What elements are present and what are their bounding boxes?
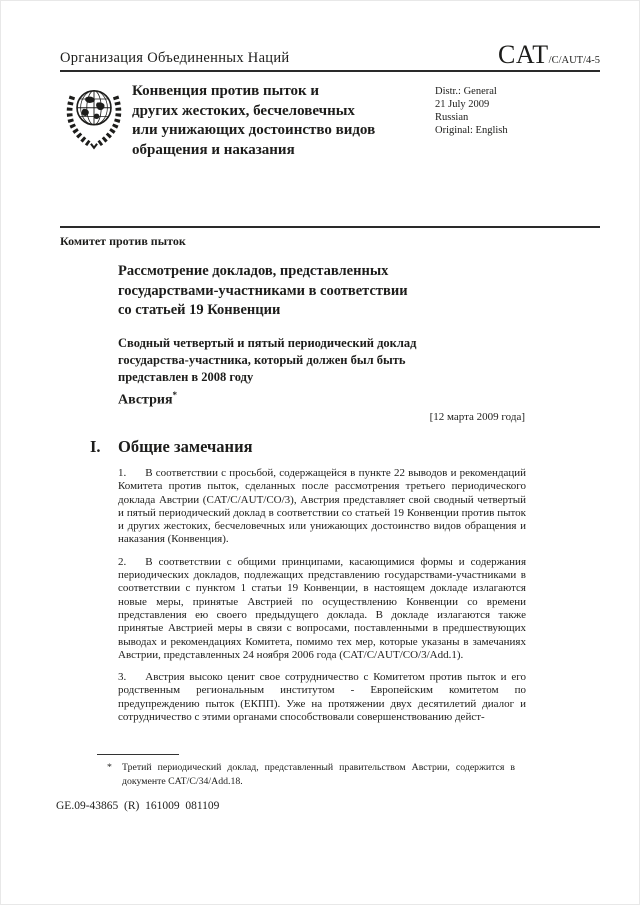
section-number: I. [90, 437, 101, 456]
paragraph-number: 3. [118, 671, 127, 684]
un-org-name: Организация Объединенных Наций [60, 50, 290, 66]
convention-title-line: других жестоких, бесчеловечных [132, 102, 355, 119]
distr-line: Distr.: General [435, 86, 497, 97]
paragraph-number: 1. [118, 467, 127, 479]
paragraph-text: Австрия высоко ценит свое сотрудничество с Комитетом против пыток и его родственным региональным институтом - Европейским комитетом по предупреждению пыток (ЕКПП). Уже на протяжении двух десятилетий диалог и сотрудничество с этими органами способствовали совершенствованию дейст- [118, 671, 526, 724]
un-emblem-icon [61, 80, 127, 154]
section-heading [90, 437, 253, 457]
paragraph-text: В соответствии с общими принципами, касающимися формы и содержания периодических докладов, подлежащих представлению государствами-участниками в соответствии с пунктом 1 статьи 19 Конвенции, в настоящем докладе излагаются новые меры, принятые Австрией по осуществлению Конвенции со времени представления ею своего предыдущего доклада. В докладе излагаются также принятые Австрией меры в связи с вопросами, поставленными в предшествующих выводах и рекомендациях Комитета, помимо тех мер, которые указаны в замечаниях Австрии, представленных 24 ноября 2006 года (CAT/C/AUT/CO/3/Add.1). [118, 555, 526, 661]
section-title: Общие замечания [118, 437, 253, 456]
report-heading-line: Рассмотрение докладов, представленных [118, 263, 389, 279]
document-symbol-sub: /C/AUT/4-5 [548, 55, 600, 66]
footer-document-code: GE.09-43865 (R) 161009 081109 [56, 800, 220, 812]
convention-title [132, 82, 447, 160]
paragraph-1 [118, 467, 526, 547]
distr-language: Russian [435, 112, 469, 123]
document-symbol [498, 40, 600, 70]
convention-title-line: или унижающих достоинство видов [132, 122, 376, 138]
document-symbol-main: CAT [498, 40, 549, 69]
country-label: Австрия [118, 392, 173, 408]
country-name [118, 390, 177, 409]
paragraph-number: 2. [118, 555, 127, 568]
section-rule [60, 226, 600, 228]
header-rule [60, 70, 600, 72]
footnote-rule [97, 754, 179, 755]
committee-name: Комитет против пыток [60, 234, 186, 248]
convention-title-line: обращения и наказания [132, 141, 295, 158]
paragraph-text: В соответствии с просьбой, содержащейся в пункте 22 выводов и рекомендаций Комитета против пыток, сделанных после рассмотрения третьего периодического доклада Австрии (CAT/C/AUT/CO/3), Австрия представляет свой сводный четвертый и пятый периодический доклад в соответствии со статьей 19 Конвенции против пыток и других жестоких, бесчеловечных или унижающих достоинство видов обращения и наказания (Конвенция). [118, 467, 526, 546]
report-heading [118, 262, 458, 321]
report-heading-line: государствами-участниками в соответствии [118, 282, 408, 299]
report-heading-line: со статьей 19 Конвенции [118, 302, 281, 318]
footnote-text: Третий периодический доклад, представленный правительством Австрии, содержится в документе CAT/C/34/Add.18. [122, 762, 515, 787]
paragraph-3 [118, 671, 526, 724]
distr-date: 21 July 2009 [435, 99, 490, 110]
report-subheading-line: государства-участника, который должен был быть [118, 353, 406, 367]
report-subheading [118, 335, 468, 386]
distribution-block [435, 85, 508, 137]
report-subheading-line: представлен в 2008 году [118, 370, 254, 384]
country-footnote-marker: * [172, 390, 178, 400]
report-subheading-line: Сводный четвертый и пятый периодический доклад [118, 336, 417, 350]
convention-title-line: Конвенция против пыток и [132, 83, 320, 99]
distr-original: Original: English [435, 125, 508, 136]
footnote [107, 761, 515, 788]
received-date: [12 марта 2009 года] [429, 411, 525, 423]
footnote-marker: * [107, 762, 112, 773]
body-text [118, 467, 526, 733]
paragraph-2 [118, 556, 526, 662]
